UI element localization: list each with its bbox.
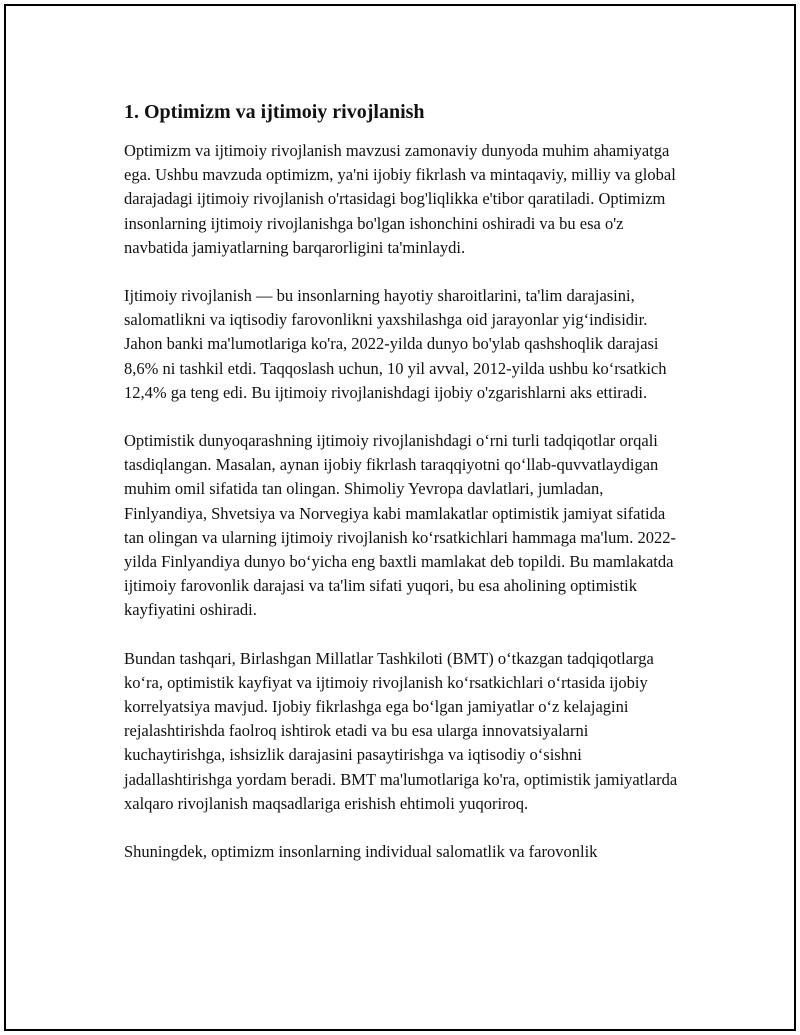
paragraph-4: Bundan tashqari, Birlashgan Millatlar Tashkiloti (BMT) o‘tkazgan tadqiqotlarga ko‘ra, optimistik kayfiyat va ijtimoiy rivojlanish ko‘rsatkichlari o‘rtasida ijobiy korrelyatsiya mavjud. Ijobiy fikrlashga ega bo‘lgan jamiyatlar o‘z kelajagini rejalashtirishda faolroq ishtirok etadi va bu esa ularga innovatsiyalarni kuchaytirishga, ishsizlik darajasini pasaytirishga va iqtisodiy o‘sishni jadallashtirishga yordam beradi. BMT ma'lumotlariga ko'ra, optimistik jamiyatlarda xalqaro rivojlanish maqsadlariga erishish ehtimoli yuqoriroq. <box>124 648 678 813</box>
section-heading: 1. Optimizm va ijtimoiy rivojlanish <box>124 101 425 123</box>
page-frame <box>4 4 796 1031</box>
document-body <box>124 99 686 864</box>
paragraph-5: Shuningdek, optimizm insonlarning individual salomatlik va farovonlik <box>124 842 598 862</box>
paragraph-2: Ijtimoiy rivojlanish — bu insonlarning hayotiy sharoitlarini, ta'lim darajasini, salomatlikni va iqtisodiy farovonlikni yaxshilashga oid jarayonlar yig‘indisidir. Jahon banki ma'lumotlariga ko'ra, 2022-yilda dunyo bo'ylab qashshoqlik darajasi 8,6% ni tashkil etdi. Taqqoslash uchun, 10 yil avval, 2012-yilda ushbu ko‘rsatkich 12,4% ga teng edi. Bu ijtimoiy rivojlanishdagi ijobiy o'zgarishlarni aks ettiradi. <box>124 286 667 402</box>
paragraph-1: Optimizm va ijtimoiy rivojlanish mavzusi zamonaviy dunyoda muhim ahamiyatga ega. Ushbu mavzuda optimizm, ya'ni ijobiy fikrlash va mintaqaviy, milliy va global darajadagi ijtimoiy rivojlanish o'rtasidagi bog'liqlikka e'tibor qaratiladi. Optimizm insonlarning ijtimoiy rivojlanishga bo'lgan ishonchini oshiradi va bu esa o'z navbatida jamiyatlarning barqarorligini ta'minlaydi. <box>124 141 676 257</box>
paragraph-3: Optimistik dunyoqarashning ijtimoiy rivojlanishdagi o‘rni turli tadqiqotlar orqali tasdiqlangan. Masalan, aynan ijobiy fikrlash taraqqiyotni qo‘llab-quvvatlaydigan muhim omil sifatida tan olingan. Shimoliy Yevropa davlatlari, jumladan, Finlyandiya, Shvetsiya va Norvegiya kabi mamlakatlar optimistik jamiyat sifatida tan olingan va ularning ijtimoiy rivojlanish ko‘rsatkichlari hammaga ma'lum. 2022-yilda Finlyandiya dunyo bo‘yicha eng baxtli mamlakat deb topildi. Bu mamlakatda ijtimoiy farovonlik darajasi va ta'lim sifati yuqori, bu esa aholining optimistik kayfiyatini oshiradi. <box>124 431 676 620</box>
